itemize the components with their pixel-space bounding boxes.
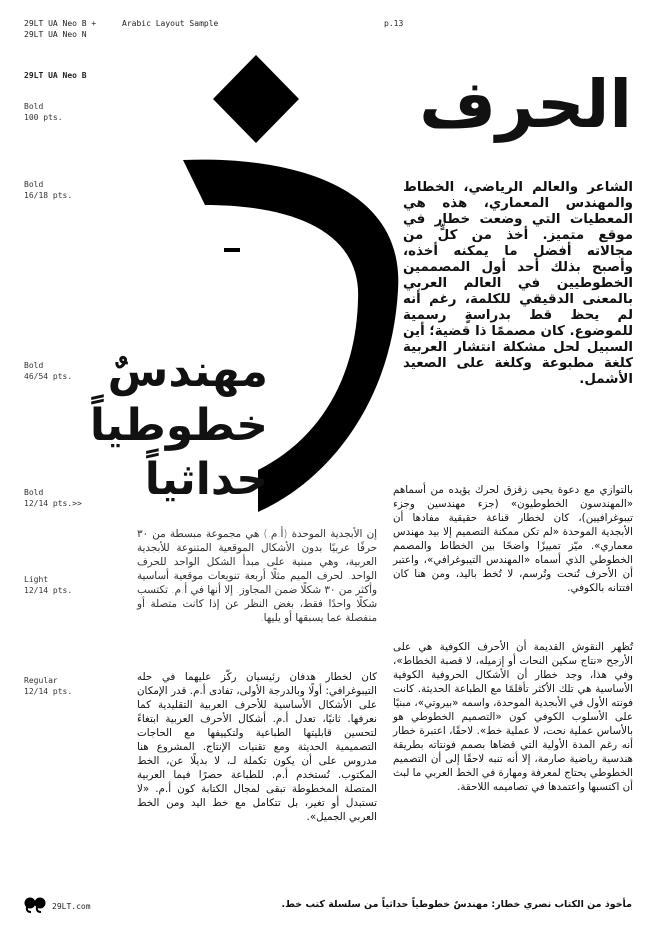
spec-weight: Bold [24, 361, 44, 370]
spec-weight: Bold [24, 102, 44, 111]
29lt-logo-icon [24, 895, 46, 913]
spec-size: 16/18 pts. [24, 191, 73, 200]
header-font-line1: 29LT UA Neo B + [24, 19, 97, 28]
spec-weight: Bold [24, 180, 44, 189]
spec-weight: Regular [24, 676, 58, 685]
spec-size: 12/14 pts. [24, 586, 73, 595]
spec-weight: Bold [24, 488, 44, 497]
large-khaa-bar-icon [224, 248, 240, 252]
paragraph-light-12: إن الأبجدية الموحدة (أ.م.) هي مجموعة مبسطة من ٣٠ حرفًا عربيًا بدون الأشكال الموقعية المتنوعة للأبجدية العربية، وهي مبنية على مبدأ الشكل الواحد للحرف الواحد. لحرف الميم مثلًا أربعة تنويعات موقعية أساسية وأكثر من ٣٠ شكلًا ضمن المجاوز. إلا أنها في أ.م. تكتسب شكلًا واحدًا فقط، بغض النظر عن إذا كانت متصلة أو منفصلة عما يسبقها أو يليها. [137, 528, 377, 624]
stacked-line-1: مهندسٌ [107, 346, 268, 397]
footer-credit: مأخوذ من الكتاب نصري خطار: مهندسٌ خطوطياً حداثياً من سلسلة كتب خط. [281, 899, 632, 910]
stacked-line-2: خطوطياً [89, 400, 268, 451]
header-page-number: p.13 [384, 19, 404, 28]
stacked-heading [89, 345, 268, 507]
page-title: الحرف [419, 66, 632, 143]
paragraph-regular-12-left: كان لخطار هدفان رئيسيان ركّز عليهما في حله التيبوغرافي: أولًا وبالدرجة الأولى، تفادى أ.م. قدر الإمكان على الأشكال الأساسية للأحرف العربية التقليدية كما نعرفها. ثانيًا، تعدل أ.م. أشكال الأحرف العربية ابتغاءً لتحسين قابليتها الطباعية ولتكييفها مع الحاجات التصميمية الحديثة ومع تقنيات الإنتاج. المشروع هنا مدروس على أن يكون تكملة لـ، لا بديلًا عن، الخط المكتوب. تُستخدم أ.م. للطباعة حصرًا فيما العربية المتصلة المخطوطة تبقى لمجال الكتابة كون أ.م. «لا تستبدل أو تغير، بل تتكامل مع خط اليد ومن الخط العربي الجميل». [137, 671, 377, 823]
diamond-dot-icon [213, 55, 299, 143]
paragraph-regular-12-right: تُظهر النقوش القديمة أن الأحرف الكوفية هي على الأرجح «نتاج سكين النحات أو إزميله، لا قصبة الخطاط»، وفي هذا، وجد خطار أن الأشكال الحروفية الكوفية الأساسية هي تلك الأكثر تأقلمًا مع الطباعة الحديثة. كانت فونته الأول في الأبجدية الموحدة، واسمه «بيروتي»، مبنيًا على الأسلوب الكوفي كون «التصميم الخطوطي هو بالأساس عملية نحت، لا عملية خط». لاحقًا، اعتبرة خطار أنه رغم المدة الأولية التي قضاها بصمم فونتاته بطريقة هندسية رياضية صارمة، إلا أنه تنبه لاحقًا إلى أن التصميم الخطوطي يحتاج لمعرفة ومهارة في الخط العربي ما لبث أن اكتسبها واعتمدها في تصاميمه اللاحقة. [393, 641, 633, 793]
footer-website: 29LT.com [52, 902, 91, 911]
spec-size: 46/54 pts. [24, 372, 73, 381]
header-font-line2: 29LT UA Neo N [24, 30, 87, 39]
spec-weight: Light [24, 575, 49, 584]
spec-size: 12/14 pts. [24, 687, 73, 696]
spec-size: 12/14 pts.>> [24, 499, 82, 508]
paragraph-bold-12: بالتوازي مع دعوة يحيى زقزق لحرك يؤيده من أسماهم «المهندسون الخطوطيون» (جزء مهندسين وجزء تيبوغرافيين)، كان لخطار قناعة حقيقية مفادها أن الأبجدية الموحدة «لم تكن ممكنة التصميم إلا بيد مهندس معماري». ميّز تمييزًا واضحًا بين الخطاط والمصمم الخطوطي الذي أسماه «المهندس التيبوغرافي»، واعتبر أن الأحرف تُنحت وتُرسم، لا تُخط باليد، ومن هنا كان افتتانه بالكوفي. [393, 484, 633, 594]
header-section-title: Arabic Layout Sample [122, 19, 219, 28]
stacked-line-3: حداثياً [144, 454, 268, 505]
font-name-label: 29LT UA Neo B [24, 71, 87, 80]
paragraph-bold-16: الشاعر والعالم الرياضي، الخطاط والمهندس المعماري، هذه هي المعطيات التي وضعت خطار في موقع متميز. أخذ من كلٍّ من مجالاته أفضل ما يمكنه أخذه، وأصبح بذلك أحد أول المصممين الخطوطيين في العالم العربي بالمعنى الدقيقي للكلمة، رغم أنه لم يحظ قط بدراسةٍ رسمية للموضوع. كان مصممًا ذا قضية؛ أين السبيل لحل مشكلة انتشار العربية كلغة مطبوعة وكلغة على الصعيد الأشمل. [403, 180, 633, 387]
spec-size: 100 pts. [24, 113, 63, 122]
